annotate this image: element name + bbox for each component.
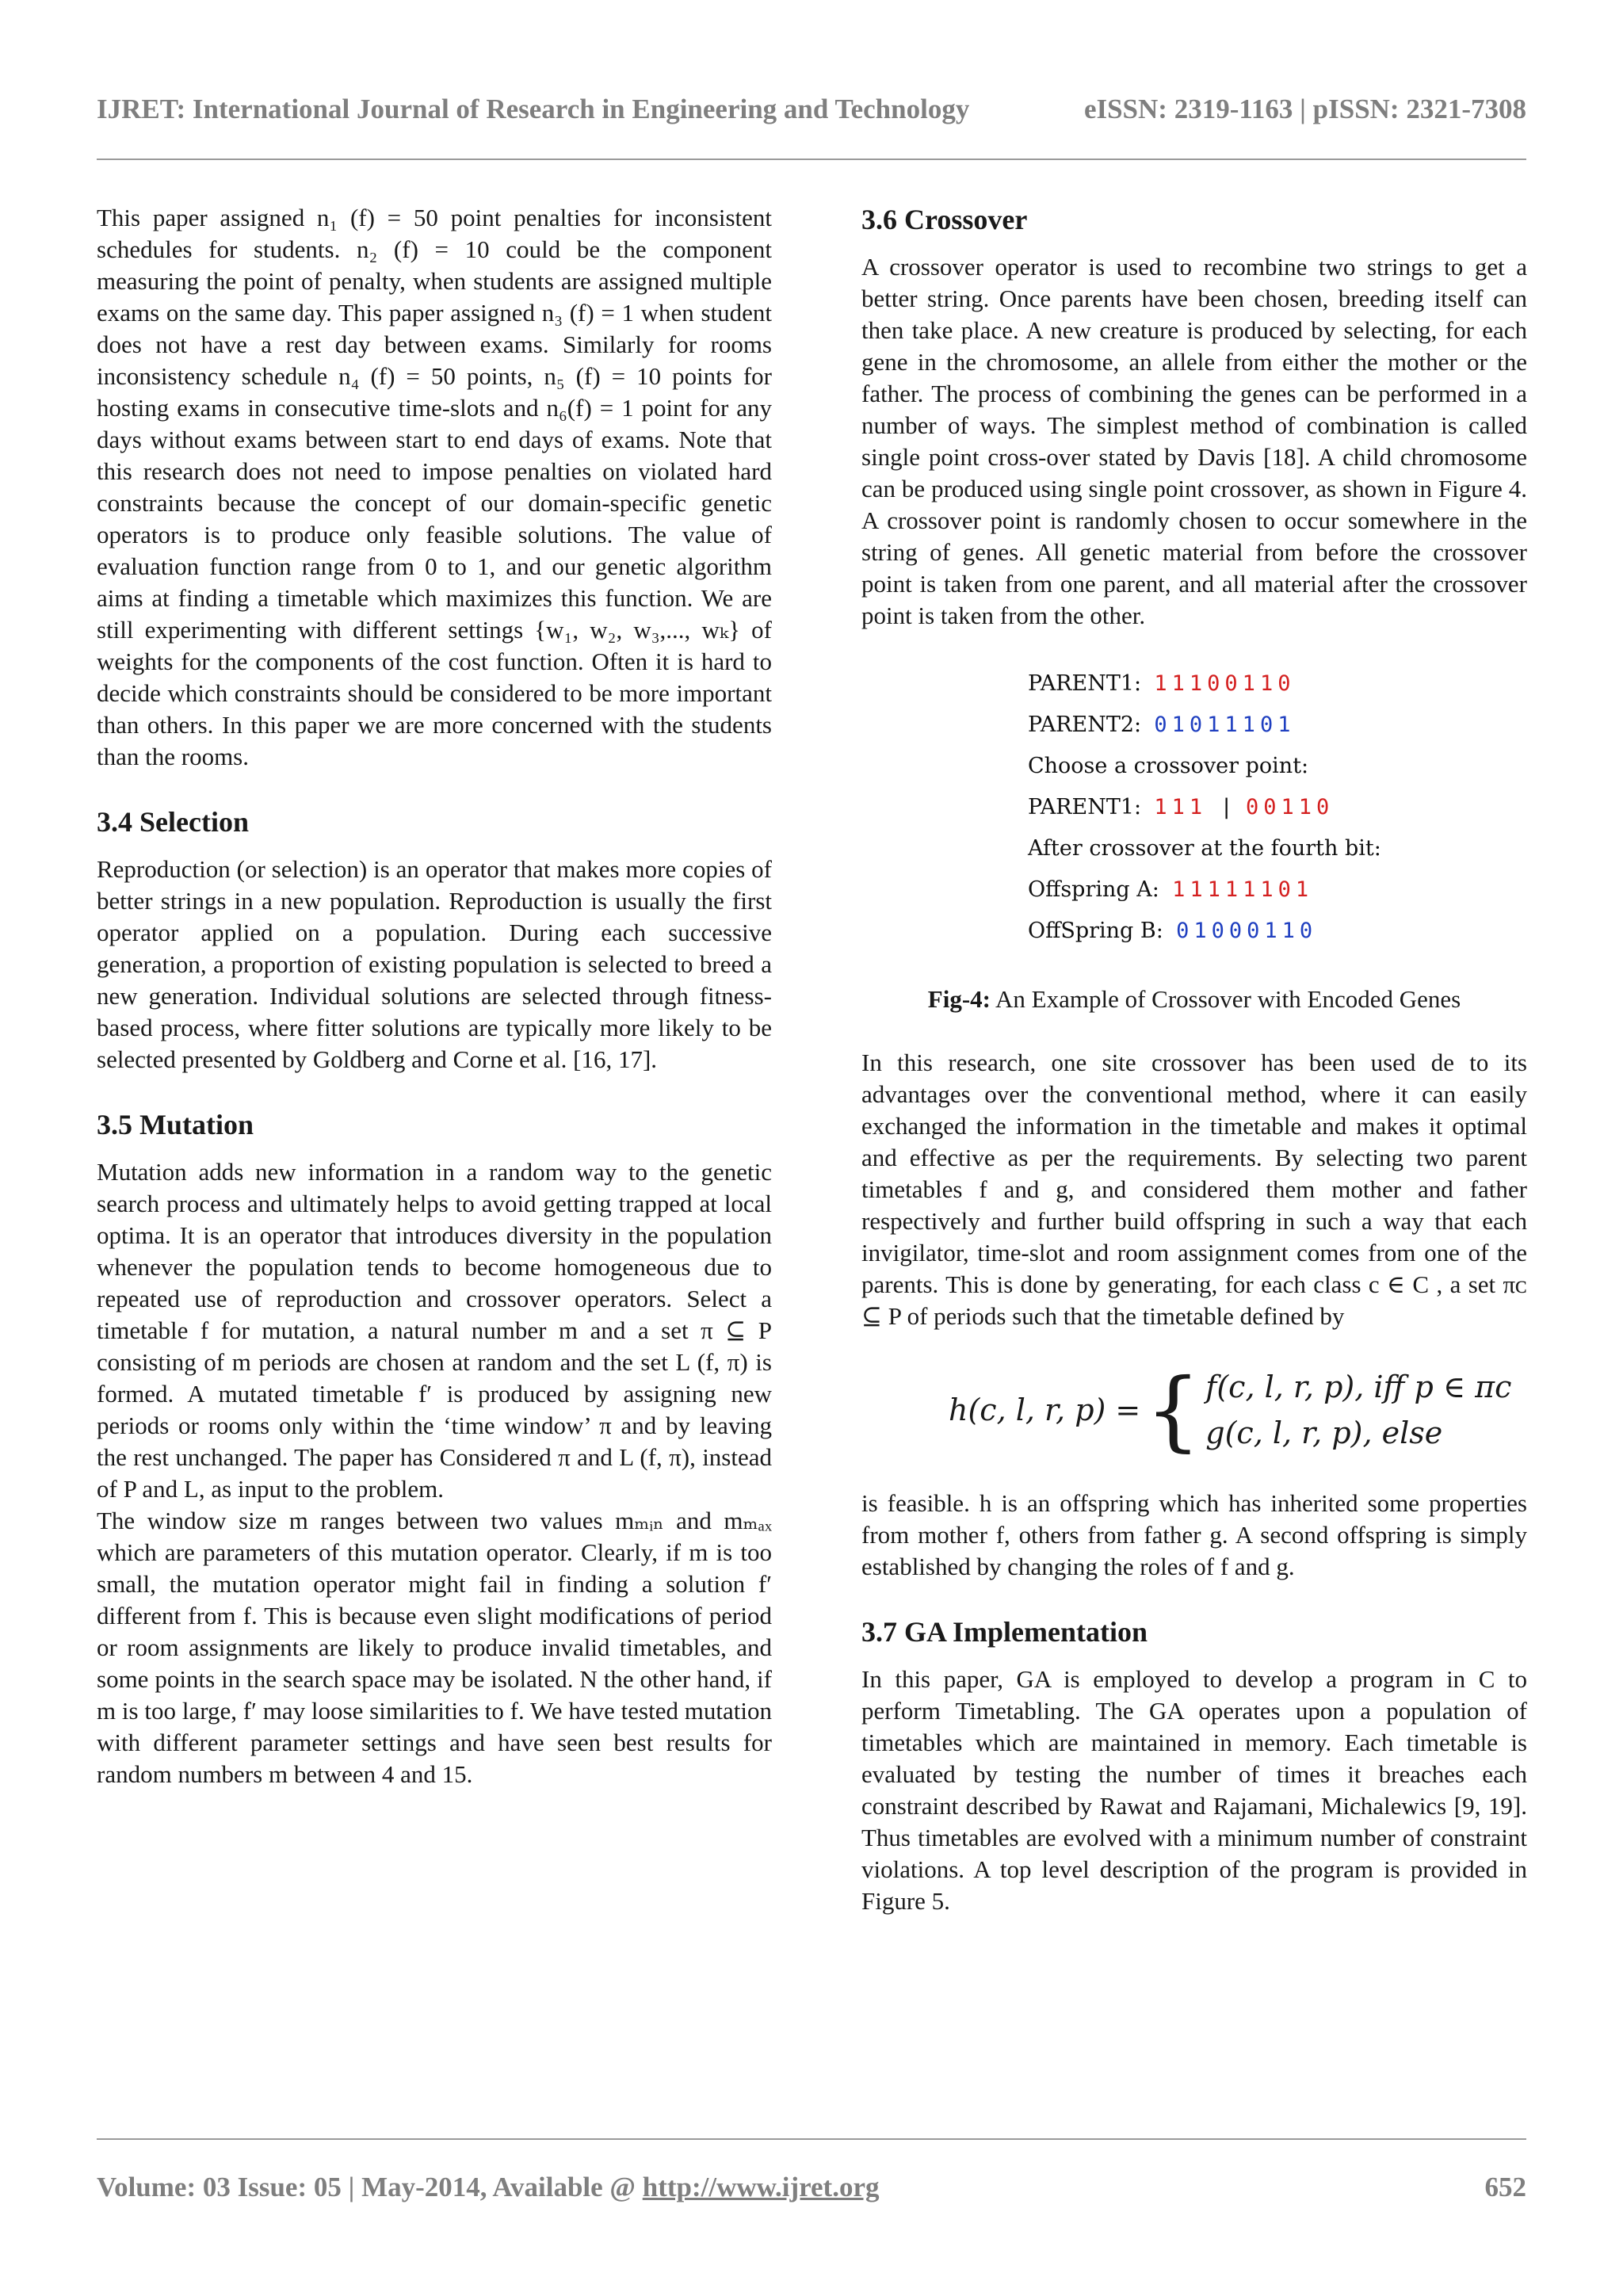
heading-selection: 3.4 Selection [97, 806, 249, 838]
heading-mutation: 3.5 Mutation [97, 1109, 254, 1140]
figure-line-after: After crossover at the fourth bit: [1028, 836, 1381, 861]
figure-caption: Fig-4: An Example of Crossover with Encoded Genes [927, 985, 1461, 1013]
paragraph-crossover: A crossover operator is used to recombine two strings to get a better string. Once parents have been chosen, breeding itself can then take place. A new creature is produced by selecting, for each gene in the chromosome, an allele from either the mother or the father. The process of combining the genes can be performed in a number of ways. The simplest method of combination is called single point cross-over stated by Davis [18]. A child chromosome can be produced using single point crossover, as shown in Figure 4. A crossover point is randomly chosen to occur somewhere in the string of genes. All genetic material from before the crossover point is taken from one parent, and all material after the crossover point is taken from the other. [861, 253, 1527, 629]
figure-line-offspring-b: OffSpring B: 01000110 [1028, 919, 1318, 943]
right-column [861, 202, 1527, 1917]
figure-line-parent1: PARENT1: 11100110 [1028, 671, 1296, 696]
paragraph-mutation-2: The window size m ranges between two values mₘᵢₙ and mₘₐₓ which are parameters of this mutation operator. Clearly, if m is too small, the mutation operator might fail in finding a solution f′ different from f. This is because even slight modifications of period or room assignments are likely to produce invalid timetables, and some points in the search space may be isolated. N the other hand, if m is too large, f′ may loose similarities to f. We have tested mutation with different parameter settings and have seen best results for random numbers m between 4 and 15. [97, 1507, 772, 1788]
offspring-equation: h(c, l, r, p) = { f(c, l, r, p), iff p ∈ πc g(c, l, r, p), else [949, 1359, 1512, 1461]
figure-line-offspring-a: Offspring A: 11111101 [1028, 877, 1314, 902]
left-column [97, 202, 772, 1790]
running-header [97, 94, 1526, 125]
footer-rule [97, 2138, 1526, 2140]
crossover-figure [1028, 663, 1527, 952]
figure-line-split: PARENT1: 111 | 00110 [1028, 795, 1335, 819]
heading-crossover: 3.6 Crossover [861, 204, 1028, 235]
journal-title: IJRET: International Journal of Research in Engineering and Technology [97, 94, 970, 124]
paragraph-mutation-1: Mutation adds new information in a random way to the genetic search process and ultimately helps to avoid getting trapped at local optima. It is an operator that introduces diversity in the population whenever the population tends to become homogeneous due to repeated use of reproduction and crossover operators. Select a timetable f for mutation, a natural number m and a set π ⊆ P consisting of m periods are chosen at random and the set L (f, π) is formed. A mutated timetable f′ is produced by assigning new periods or rooms only within the ‘time window’ π and by leaving the rest unchanged. The paper has Considered π and L (f, π), instead of P and L, as input to the problem. [97, 1158, 772, 1503]
paragraph-one-site-crossover: In this research, one site crossover has been used de to its advantages over the conventional method, where it can easily exchanged the information in the timetable and makes it optimal and effective as per the requirements. By selecting two parent timetables f and g, and considered them mother and father respectively and further build offspring in such a way that each invigilator, time-slot and room assignment comes from one of the parents. This is done by generating, for each class c ∈ C , a set πᴄ ⊆ P of periods such that the timetable defined by [861, 1049, 1527, 1330]
issn: eISSN: 2319-1163 | pISSN: 2321-7308 [1083, 94, 1526, 124]
paragraph-weights: This paper assigned n₁ (f) = 50 point penalties for inconsistent schedules for students. n₂ (f) = 10 could be the component measuring the point of penalty, when students are assigned multiple exams on the same day. This paper assigned n₃ (f) = 1 when student does not have a rest day between exams. Similarly for rooms inconsistency schedule n₄ (f) = 50 points, n₅ (f) = 10 points for hosting exams in consecutive time-slots and n₆(f) = 1 point for any days without exams between start to end days of exams. Note that this research does not need to impose penalties on violated hard constraints because the concept of our domain-specific genetic operators is to produce only feasible solutions. The value of evaluation function range from 0 to 1, and our genetic algorithm aims at finding a timetable which maximizes this function. We are still experimenting with different settings {w₁, w₂, w₃,..., wₖ} of weights for the components of the cost function. Often it is hard to decide which constraints should be considered to be more important than others. In this paper we are more concerned with the students than the rooms. [97, 204, 772, 770]
paragraph-ga-implementation: In this paper, GA is employed to develop a program in C to perform Timetabling. The GA operates upon a population of timetables which are maintained in memory. Each timetable is evaluated by testing the number of times it breaches each constraint described by Rawat and Rajamani, Michalewics [9, 19]. Thus timetables are evolved with a minimum number of constraint violations. A top level description of the program is provided in Figure 5. [861, 1665, 1527, 1915]
page-number: 652 [1484, 2172, 1526, 2202]
figure-line-parent2: PARENT2: 01011101 [1028, 712, 1296, 737]
running-footer [97, 2172, 1526, 2203]
figure-line-choose: Choose a crossover point: [1028, 754, 1309, 778]
header-rule [97, 159, 1526, 160]
journal-link[interactable]: http://www.ijret.org [642, 2172, 880, 2202]
paragraph-selection: Reproduction (or selection) is an operator that makes more copies of better strings in a new population. Reproduction is usually the first operator applied on a population. During each successive generation, a proportion of existing population is selected to breed a new generation. Individual solutions are selected through fitness-based process, where fitter solutions are typically more likely to be selected presented by Goldberg and Corne et al. [16, 17]. [97, 855, 772, 1073]
paragraph-feasible: is feasible. h is an offspring which has inherited some properties from mother f, others from father g. A second offspring is simply established by changing the roles of f and g. [861, 1489, 1527, 1580]
footer-volume: Volume: 03 Issue: 05 | May-2014, Available @ http://www.ijret.org [97, 2172, 880, 2202]
heading-ga-implementation: 3.7 GA Implementation [861, 1616, 1148, 1648]
